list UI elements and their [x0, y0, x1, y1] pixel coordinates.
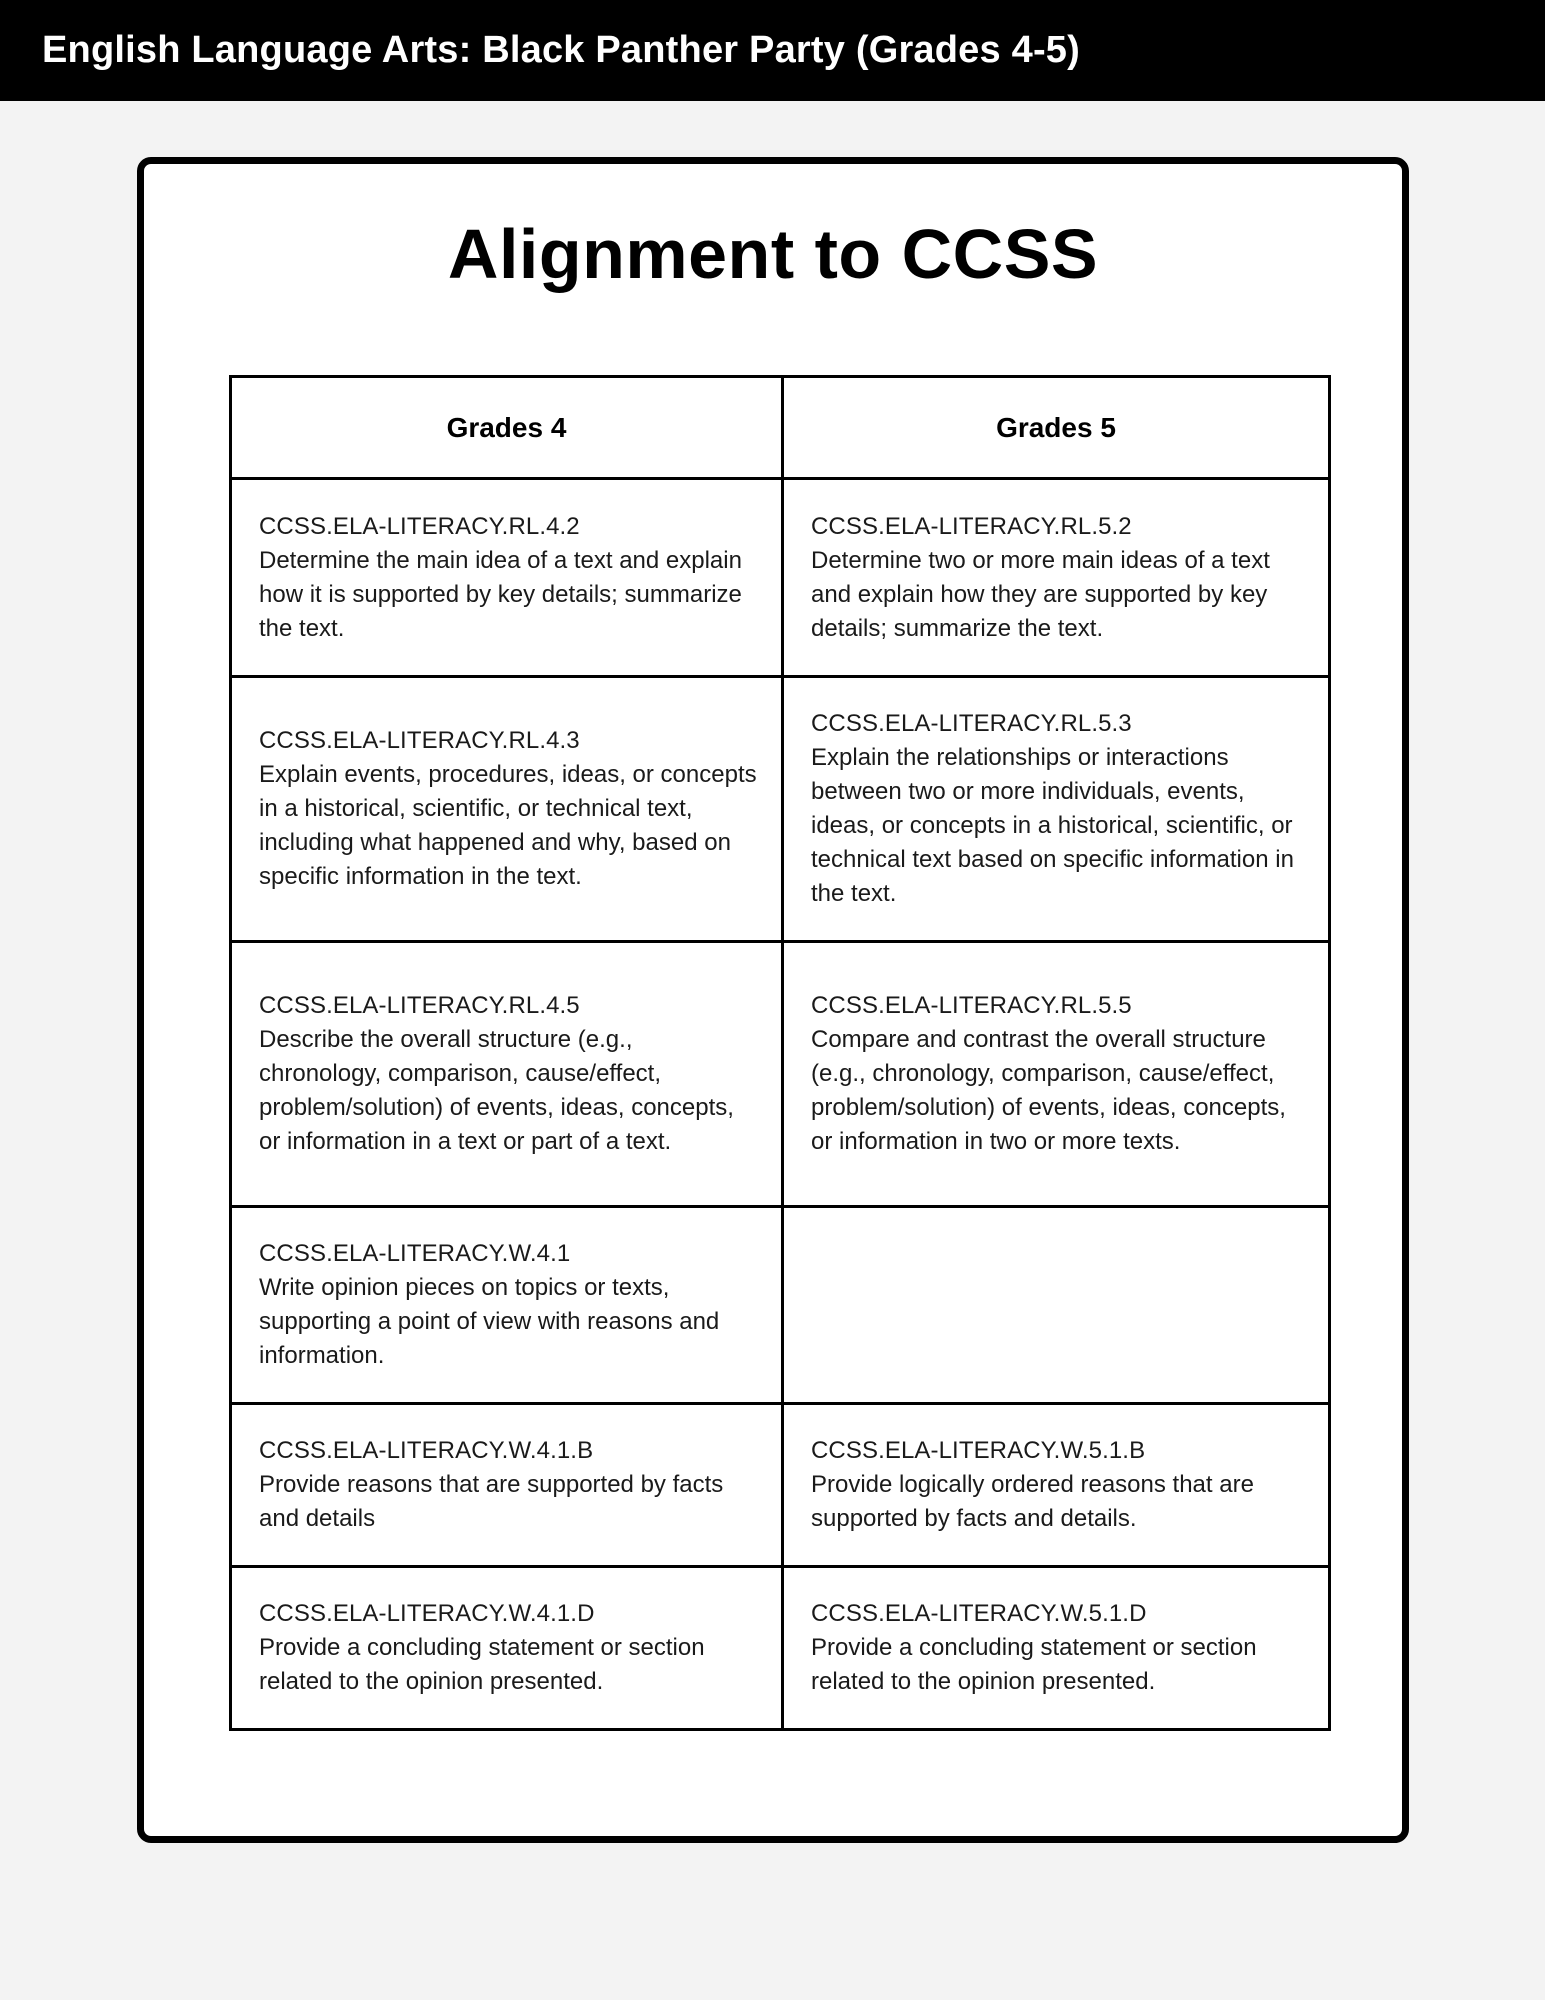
grade-4-standard-cell [231, 479, 783, 677]
standard-code: CCSS.ELA-LITERACY.RL.4.5 [259, 992, 580, 1019]
grade-4-standard-cell [231, 1404, 783, 1567]
table-row [231, 1567, 1330, 1730]
column-header-grade-5: Grades 5 [783, 377, 1330, 479]
standard-code: CCSS.ELA-LITERACY.RL.5.5 [811, 992, 1132, 1019]
standard-code: CCSS.ELA-LITERACY.W.4.1.D [259, 1600, 595, 1627]
grade-5-empty-cell [783, 1207, 1330, 1404]
grade-5-standard-cell [783, 677, 1330, 942]
grade-5-standard-cell [783, 1404, 1330, 1567]
standard-code: CCSS.ELA-LITERACY.W.4.1.B [259, 1437, 594, 1464]
ccss-alignment-table [229, 375, 1331, 1731]
table-row [231, 677, 1330, 942]
grade-5-standard-cell [783, 1567, 1330, 1730]
standard-description: Provide a concluding statement or section related to the opinion presented. [811, 1634, 1257, 1695]
table-header-row [231, 377, 1330, 479]
standard-code: CCSS.ELA-LITERACY.RL.5.2 [811, 512, 1132, 540]
standard-description: Compare and contrast the overall structure (e.g., chronology, comparison, cause/effect, problem/solution) of events, ideas, concepts, or information in two or more texts. [811, 1026, 1286, 1155]
standard-description: Write opinion pieces on topics or texts, supporting a point of view with reasons and information. [259, 1274, 720, 1369]
table-row [231, 942, 1330, 1207]
standard-description: Determine two or more main ideas of a text and explain how they are supported by key details; summarize the text. [811, 546, 1270, 642]
grade-4-standard-cell [231, 677, 783, 942]
table-row [231, 1207, 1330, 1404]
standard-description: Explain events, procedures, ideas, or concepts in a historical, scientific, or technical text, including what happened and why, based on specific information in the text. [259, 761, 757, 890]
standard-description: Provide a concluding statement or section related to the opinion presented. [259, 1634, 705, 1695]
table-row [231, 1404, 1330, 1567]
standard-code: CCSS.ELA-LITERACY.RL.5.3 [811, 710, 1132, 737]
alignment-card [137, 157, 1409, 1843]
header-bar [0, 0, 1545, 101]
standard-code: CCSS.ELA-LITERACY.RL.4.2 [259, 512, 580, 540]
card-title: Alignment to CCSS [447, 215, 1099, 293]
standard-description: Provide reasons that are supported by facts and details [259, 1471, 724, 1532]
grade-5-standard-cell [783, 942, 1330, 1207]
standard-description: Determine the main idea of a text and explain how it is supported by key details; summarize the text. [259, 546, 742, 642]
standard-code: CCSS.ELA-LITERACY.W.5.1.D [811, 1600, 1147, 1627]
standard-description: Provide logically ordered reasons that are supported by facts and details. [811, 1471, 1254, 1532]
document-title: English Language Arts: Black Panther Party (Grades 4-5) [42, 29, 1080, 71]
standard-code: CCSS.ELA-LITERACY.W.5.1.B [811, 1437, 1146, 1464]
grade-5-standard-cell [783, 479, 1330, 677]
standard-description: Explain the relationships or interactions between two or more individuals, events, ideas, or concepts in a historical, scientific, or technical text based on specific information in the text. [811, 744, 1294, 907]
standard-code: CCSS.ELA-LITERACY.W.4.1 [259, 1240, 571, 1267]
column-header-grade-4: Grades 4 [231, 377, 783, 479]
grade-4-standard-cell [231, 942, 783, 1207]
grade-4-standard-cell [231, 1207, 783, 1404]
grade-4-standard-cell [231, 1567, 783, 1730]
table-row [231, 479, 1330, 677]
standard-code: CCSS.ELA-LITERACY.RL.4.3 [259, 727, 580, 754]
standard-description: Describe the overall structure (e.g., chronology, comparison, cause/effect, problem/solution) of events, ideas, concepts, or information in a text or part of a text. [259, 1026, 734, 1155]
